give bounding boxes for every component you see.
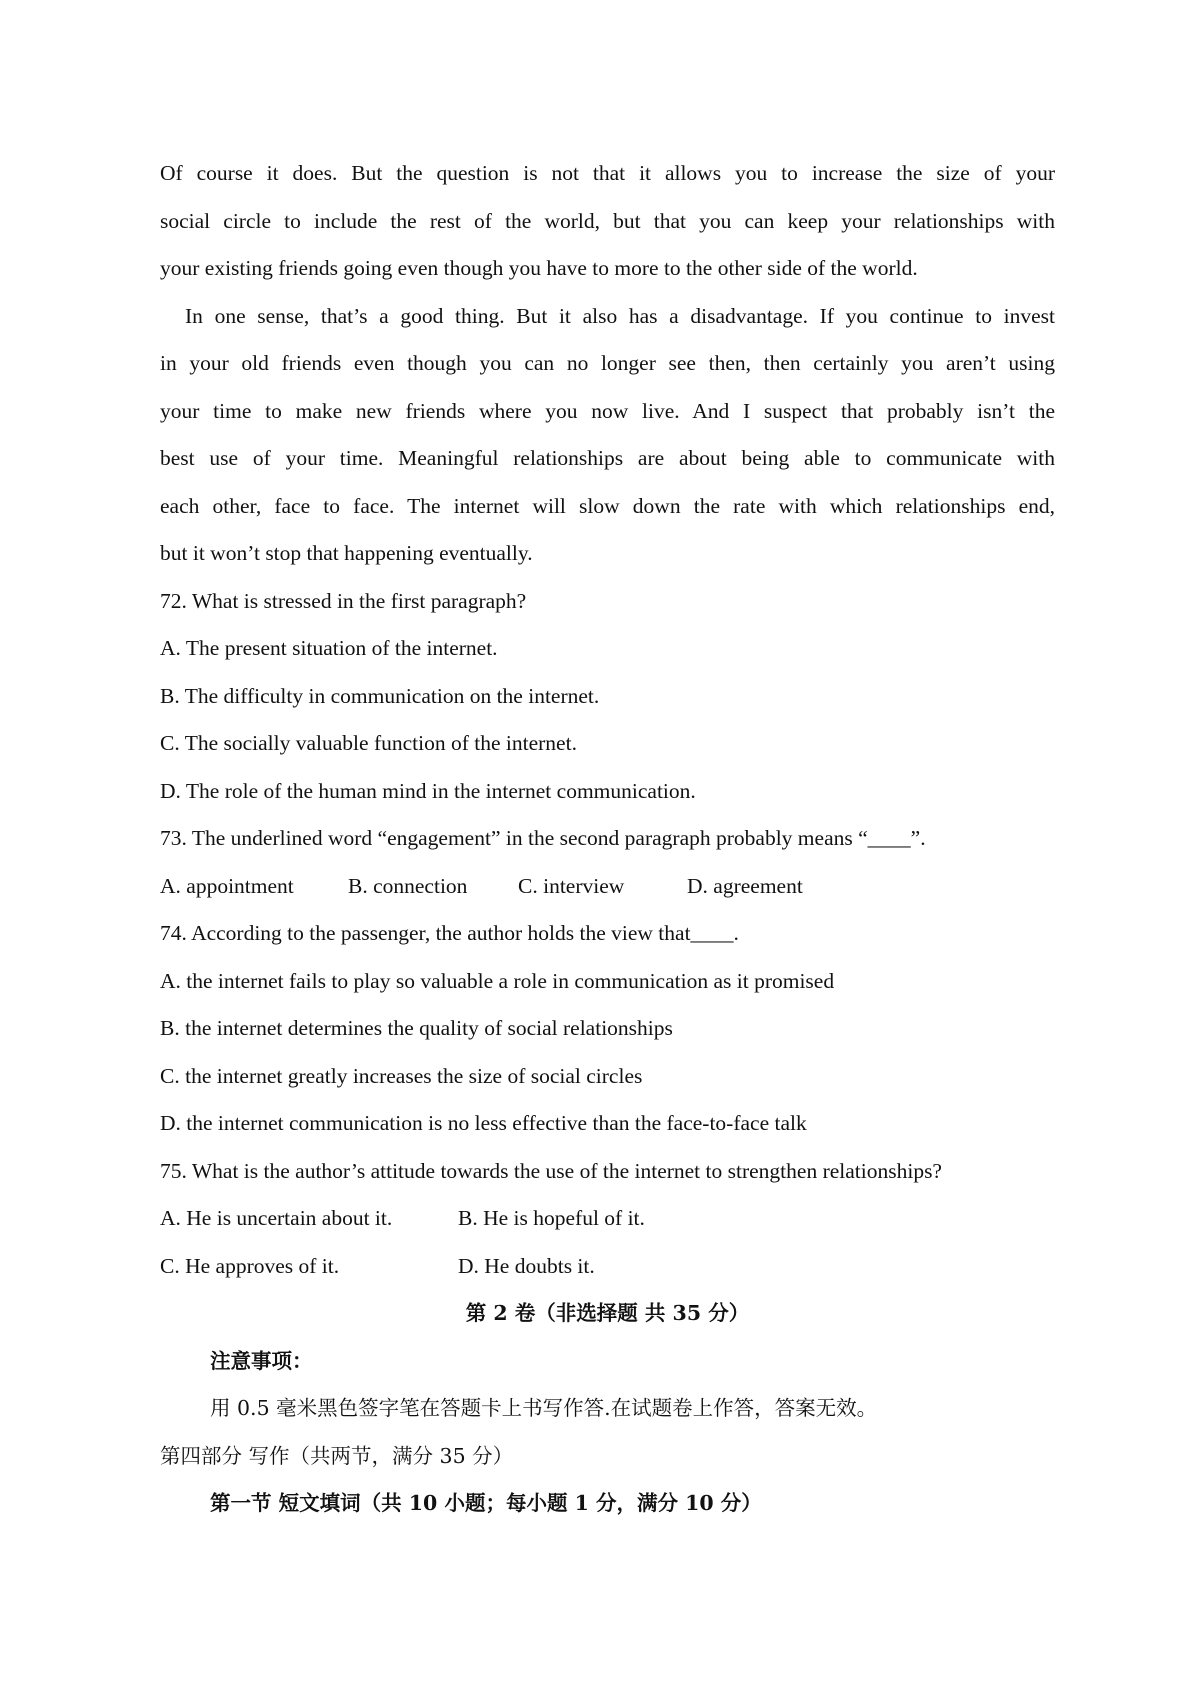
passage-line: each other, face to face. The internet will slow down the rate with which relationships end,: [160, 493, 1055, 518]
question-75-option-b: B. He is hopeful of it.: [458, 1206, 645, 1230]
passage-line: Of course it does. But the question is not that it allows you to increase the size of your: [160, 161, 1055, 185]
passage-line: In one sense, that’s a good thing. But it also has a disadvantage. If you continue to invest: [185, 303, 1055, 328]
notice-text: 用 0.5 毫米黑色签字笔在答题卡上书写作答.在试题卷上作答，答案无效。: [210, 1396, 878, 1420]
passage-line: your existing friends going even though you have to more to the other side of the world.: [160, 256, 918, 280]
question-75-stem: 75. What is the author’s attitude towards the use of the internet to strengthen relationships?: [160, 1158, 942, 1183]
question-72-option-a: A. The present situation of the internet.: [160, 636, 498, 660]
question-74-option-c: C. the internet greatly increases the size of social circles: [160, 1063, 643, 1088]
section-heading: 第 2 卷（非选择题 共 35 分）: [465, 1301, 750, 1325]
question-75-option-c: C. He approves of it.: [160, 1253, 340, 1278]
question-75-option-a: A. He is uncertain about it.: [160, 1206, 393, 1230]
question-72-stem: 72. What is stressed in the first paragraph?: [160, 588, 527, 613]
question-74-option-b: B. the internet determines the quality of social relationships: [160, 1016, 673, 1040]
passage-line: but it won’t stop that happening eventually.: [160, 541, 533, 565]
part-title: 第四部分 写作（共两节，满分 35 分）: [160, 1443, 514, 1468]
question-74-stem: 74. According to the passenger, the author holds the view that____.: [160, 921, 739, 945]
question-74-option-d: D. the internet communication is no less effective than the face-to-face talk: [160, 1111, 807, 1135]
question-74-option-a: A. the internet fails to play so valuable a role in communication as it promised: [160, 968, 835, 993]
question-73-option-c: C. interview: [518, 873, 625, 898]
question-75-option-d: D. He doubts it.: [458, 1253, 595, 1278]
question-73-options: [160, 863, 1055, 911]
subsection-title: 第一节 短文填词（共 10 小题；每小题 1 分，满分 10 分）: [210, 1491, 762, 1515]
passage-line: social circle to include the rest of the world, but that you can keep your relationships with: [160, 208, 1055, 233]
question-75-options-row2: [160, 1243, 1055, 1291]
passage-line: in your old friends even though you can no longer see then, then certainly you aren’t using: [160, 351, 1055, 375]
question-75-options-row1: [160, 1195, 1055, 1243]
question-72-option-d: D. The role of the human mind in the internet communication.: [160, 778, 696, 803]
question-73-option-d: D. agreement: [687, 873, 803, 898]
passage-line: best use of your time. Meaningful relationships are about being able to communicate with: [160, 446, 1055, 470]
exam-page: [160, 150, 1055, 1528]
question-73-option-a: A. appointment: [160, 873, 294, 898]
question-72-option-c: C. The socially valuable function of the internet.: [160, 731, 577, 755]
passage-line: your time to make new friends where you now live. And I suspect that probably isn’t the: [160, 398, 1055, 423]
question-73-option-b: B. connection: [348, 873, 468, 898]
question-73-stem: 73. The underlined word “engagement” in the second paragraph probably means “____”.: [160, 826, 926, 850]
notice-title: 注意事项：: [210, 1348, 313, 1373]
question-72-option-b: B. The difficulty in communication on the internet.: [160, 683, 600, 708]
